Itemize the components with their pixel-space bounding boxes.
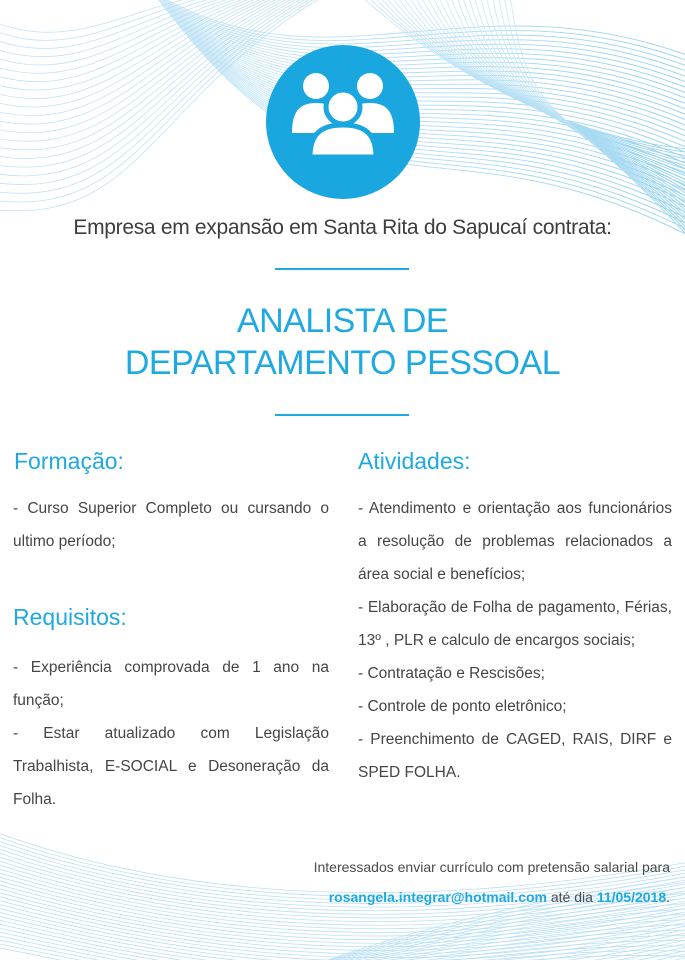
formacao-list	[13, 492, 329, 558]
divider-bottom	[275, 414, 409, 416]
requisitos-item: - Estar atualizado com Legislação Trabalhista, E-SOCIAL e Desoneração da Folha.	[13, 725, 329, 808]
job-title-line-2: DEPARTAMENTO PESSOAL	[124, 344, 561, 382]
contact-email[interactable]: rosangela.integrar@hotmail.com	[328, 889, 547, 905]
atividades-item: - Controle de ponto eletrônico;	[358, 698, 567, 715]
requisitos-item: - Experiência comprovada de 1 ano na função;	[13, 659, 329, 709]
logo-circle	[266, 45, 420, 199]
atividades-list	[358, 492, 672, 789]
job-title-line-1: ANALISTA DE	[236, 302, 449, 340]
atividades-heading: Atividades:	[358, 448, 471, 474]
atividades-item: - Preenchimento de CAGED, RAIS, DIRF e SPED FOLHA.	[358, 731, 672, 781]
atividades-item: - Contratação e Rescisões;	[358, 665, 545, 682]
divider-top	[275, 268, 409, 270]
deadline-date: 11/05/2018	[596, 889, 667, 905]
contact-info	[314, 852, 670, 912]
date-suffix: .	[666, 889, 670, 905]
date-prefix: até dia	[546, 889, 597, 905]
atividades-item: - Atendimento e orientação aos funcionários a resolução de problemas relacionados a área social e benefícios;	[358, 500, 672, 583]
contact-line-2	[314, 882, 670, 912]
intro-text: Empresa em expansão em Santa Rita do Sapucaí contrata:	[73, 216, 612, 239]
requisitos-list	[13, 651, 329, 816]
job-title	[0, 300, 685, 384]
formacao-item: - Curso Superior Completo ou cursando o ultimo período;	[13, 500, 329, 550]
people-group-icon	[266, 45, 420, 199]
atividades-item: - Elaboração de Folha de pagamento, Férias, 13º , PLR e calculo de encargos sociais;	[358, 599, 672, 649]
contact-line-1: Interessados enviar currículo com pretensão salarial para	[313, 859, 670, 875]
formacao-heading: Formação:	[14, 448, 124, 474]
requisitos-heading: Requisitos:	[13, 604, 127, 630]
